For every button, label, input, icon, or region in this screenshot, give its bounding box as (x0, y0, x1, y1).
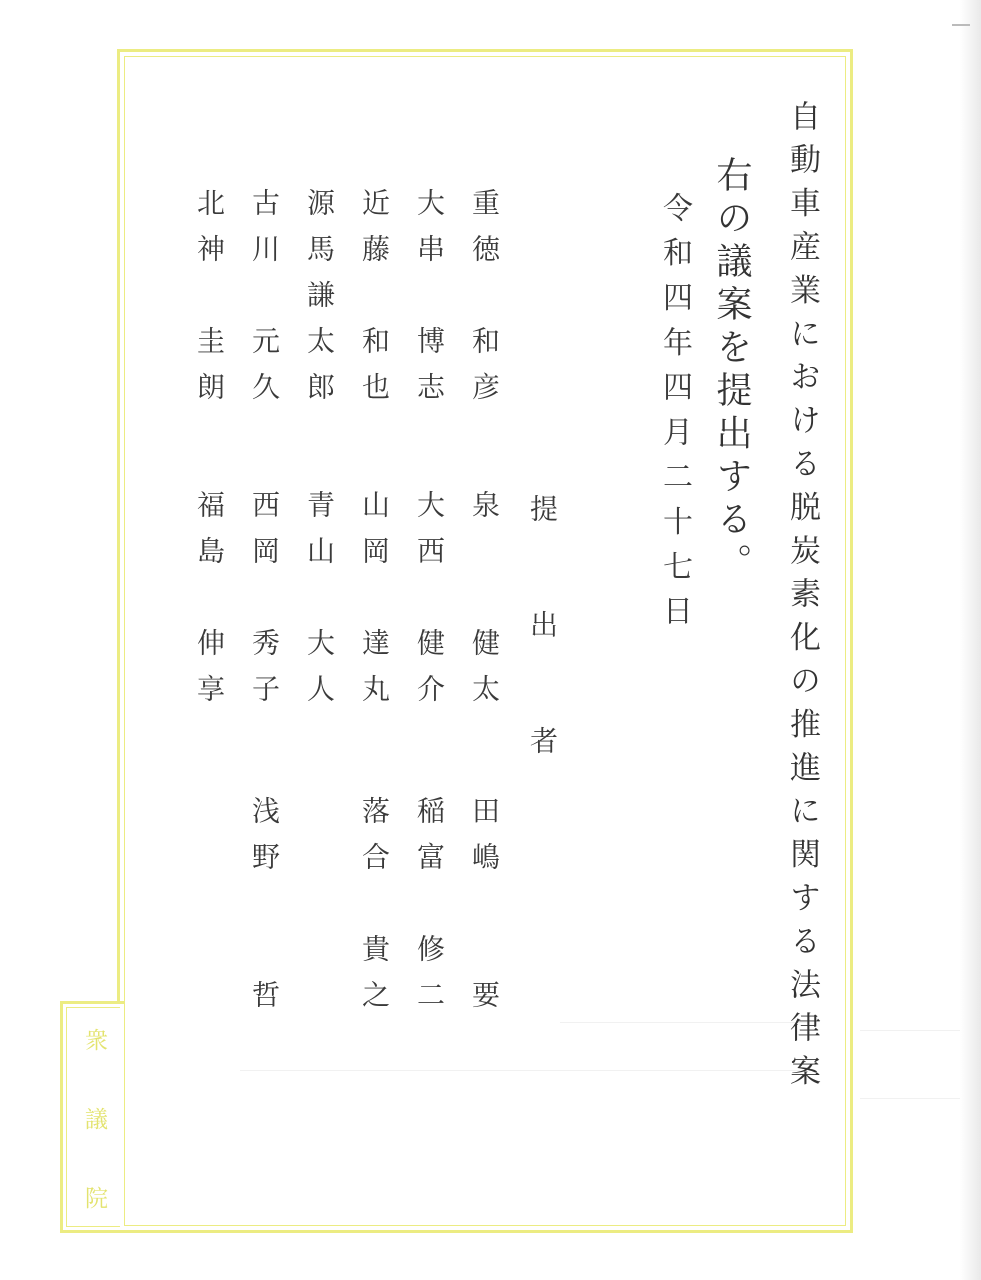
submitter-name: 青山 大人 (303, 490, 336, 720)
submitter-name: 福島 伸享 (193, 490, 226, 720)
submitter-name: 重徳 和彦 (468, 188, 501, 418)
submitter-name: 西岡 秀子 (248, 490, 281, 720)
submitter-name: 稲富 修二 (413, 796, 446, 1026)
submitter-name: 山岡 達丸 (358, 490, 391, 720)
submitter-name: 源馬謙太郎 (303, 188, 336, 418)
submitter-name: 田嶋 要 (468, 796, 501, 1026)
submitter-name: 浅野 哲 (248, 796, 281, 1026)
submitter-name: 古川 元久 (248, 188, 281, 418)
page-edge (960, 0, 981, 1280)
faint-guide-line (240, 1070, 800, 1071)
submitter-name: 近藤 和也 (358, 188, 391, 418)
faint-guide-line (860, 1030, 960, 1031)
bill-title: 自動車産業における脱炭素化の推進に関する法律案 (784, 100, 820, 1099)
submitter-name: 落合 貴之 (358, 796, 391, 1026)
corner-mark (952, 24, 970, 26)
submitter-name: 北神 圭朗 (193, 188, 226, 418)
faint-guide-line (860, 1098, 960, 1099)
submitter-name: 泉 健太 (468, 490, 501, 720)
house-of-representatives-stamp: 衆議院 (81, 1028, 107, 1265)
submission-statement: 右の議案を提出する。 (711, 156, 752, 586)
submitter-name: 大西 健介 (413, 490, 446, 720)
submission-date: 令和四年四月二十七日 (657, 192, 692, 640)
faint-guide-line (560, 1022, 810, 1023)
submitter-name: 大串 博志 (413, 188, 446, 418)
submitters-label: 提 出 者 (526, 494, 559, 784)
